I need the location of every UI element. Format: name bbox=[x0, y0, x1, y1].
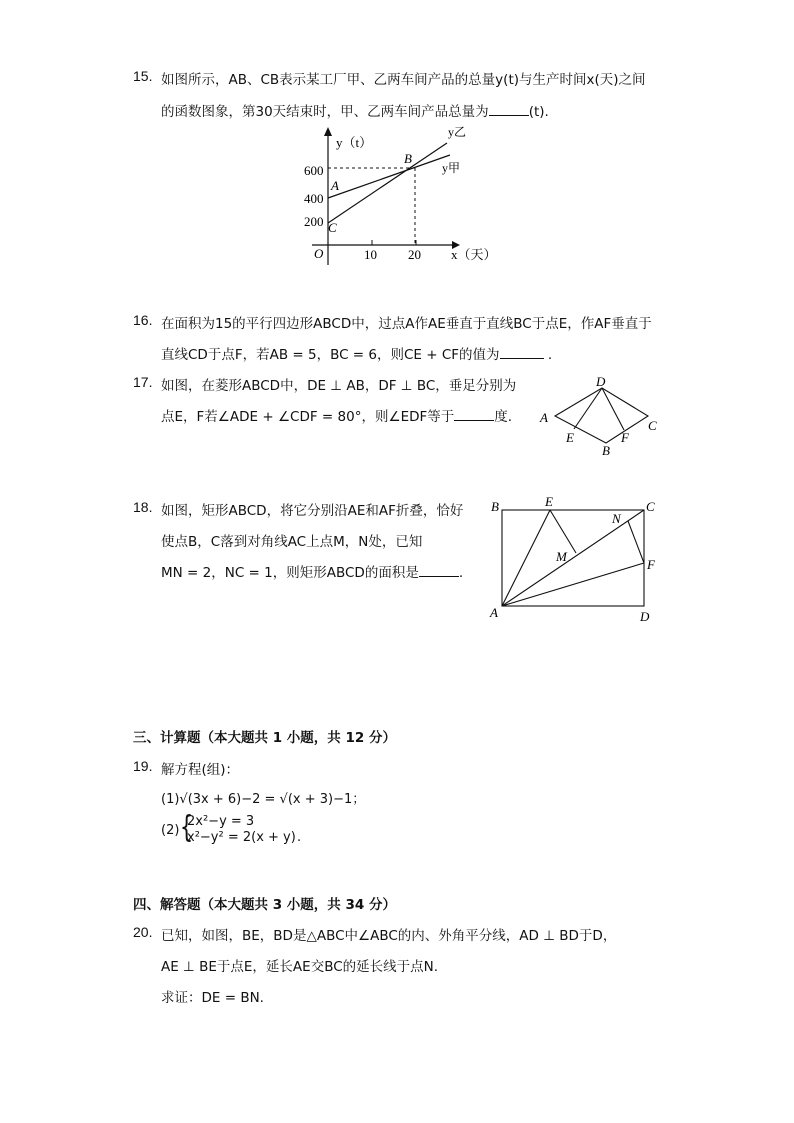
section4-title: 四、解答题（本大题共 3 小题，共 34 分） bbox=[133, 897, 396, 913]
q19-title: 解方程(组)： bbox=[161, 762, 240, 778]
q16-line2-pre: 直线CD于点F，若AB = 5，BC = 6，则CE + CF的值为 bbox=[161, 347, 500, 363]
q15-xtick-10: 10 bbox=[364, 247, 377, 262]
q15-label-jia: y甲 bbox=[442, 161, 461, 175]
q18-fold-AF bbox=[502, 563, 644, 606]
q17-label-B: B bbox=[602, 443, 610, 458]
q19-part2-eq1: 2x²−y = 3 bbox=[187, 814, 255, 829]
q20-line3: 求证：DE = BN. bbox=[161, 990, 264, 1006]
q19-part2-eq2: x²−y² = 2(x + y) bbox=[187, 830, 296, 845]
q20-line2: AE ⊥ BE于点E，延长AE交BC的延长线于点N. bbox=[161, 959, 439, 975]
q15-xtick-20: 20 bbox=[408, 247, 421, 262]
q18-line1: 如图，矩形ABCD，将它分别沿AE和AF折叠，恰好 bbox=[161, 503, 464, 519]
q18-label-B: B bbox=[491, 499, 499, 514]
q18-number: 18. bbox=[133, 499, 153, 515]
q15-ytick-200: 200 bbox=[304, 214, 324, 229]
q18-label-C: C bbox=[646, 499, 655, 514]
q17-label-C: C bbox=[648, 418, 657, 433]
q15-ytick-600: 600 bbox=[304, 163, 324, 178]
q16-line1: 在面积为15的平行四边形ABCD中，过点A作AE垂直于直线BC于点E，作AF垂直于 bbox=[161, 316, 652, 332]
q19-brace: { bbox=[179, 810, 194, 845]
q20-line1: 已知，如图，BE，BD是△ABC中∠ABC的内、外角平分线，AD ⊥ BD于D， bbox=[161, 928, 617, 944]
q15-origin: O bbox=[314, 246, 324, 261]
q18-line3-post: . bbox=[458, 565, 464, 581]
q17-label-D: D bbox=[596, 374, 606, 389]
q19-number: 19. bbox=[133, 758, 153, 774]
q15-point-C: C bbox=[328, 220, 337, 235]
q16-line2-post: . bbox=[547, 347, 553, 363]
q18-label-N: N bbox=[612, 511, 621, 526]
q15-y-axis-label: y（t） bbox=[336, 135, 373, 150]
q15-label-yi: y乙 bbox=[448, 125, 467, 139]
q18-label-F: F bbox=[647, 557, 655, 572]
q18-segment-EM bbox=[550, 510, 576, 553]
q16-number: 16. bbox=[133, 312, 153, 328]
q15-x-axis-label: x（天） bbox=[451, 247, 497, 262]
q18-diagonal-AC bbox=[502, 510, 644, 606]
q17-label-E: E bbox=[566, 430, 574, 445]
q18-line2: 使点B，C落到对角线AC上点M，N处，已知 bbox=[161, 534, 423, 550]
q18-label-D: D bbox=[640, 609, 650, 624]
q15-line2-pre: 的函数图象，第30天结束时，甲、乙两车间产品总量为 bbox=[161, 104, 489, 120]
q18-segment-NF bbox=[628, 521, 644, 563]
q19-part2-label: (2) bbox=[161, 823, 180, 838]
section3-title: 三、计算题（本大题共 1 小题，共 12 分） bbox=[133, 730, 396, 746]
q15-point-B: B bbox=[404, 151, 412, 166]
q15-number: 15. bbox=[133, 68, 153, 84]
q17-number: 17. bbox=[133, 374, 153, 390]
q18-label-M: M bbox=[556, 549, 567, 564]
q15-point-A: A bbox=[331, 178, 339, 193]
q19-part1: (1)√(3x + 6)−2 = √(x + 3)−1； bbox=[161, 792, 366, 807]
q18-label-A: A bbox=[490, 605, 498, 620]
q17-line2-post: 度. bbox=[494, 409, 513, 425]
q18-fold-AE bbox=[502, 510, 550, 606]
q17-label-A: A bbox=[540, 410, 548, 425]
q15-ytick-400: 400 bbox=[304, 191, 324, 206]
q17-line2-pre: 点E，F若∠ADE + ∠CDF = 80°，则∠EDF等于 bbox=[161, 409, 455, 425]
q18-label-E: E bbox=[545, 494, 553, 509]
q19-part2-end: . bbox=[297, 830, 302, 845]
q20-number: 20. bbox=[133, 924, 153, 940]
q17-label-F: F bbox=[621, 430, 629, 445]
q18-line3-pre: MN = 2，NC = 1，则矩形ABCD的面积是 bbox=[161, 565, 419, 581]
q17-line1: 如图，在菱形ABCD中，DE ⊥ AB，DF ⊥ BC，垂足分别为 bbox=[161, 378, 517, 394]
q15-line2-post: (t). bbox=[528, 104, 549, 120]
q15-line1: 如图所示，AB、CB表示某工厂甲、乙两车间产品的总量y(t)与生产时间x(天)之间 bbox=[161, 72, 646, 88]
